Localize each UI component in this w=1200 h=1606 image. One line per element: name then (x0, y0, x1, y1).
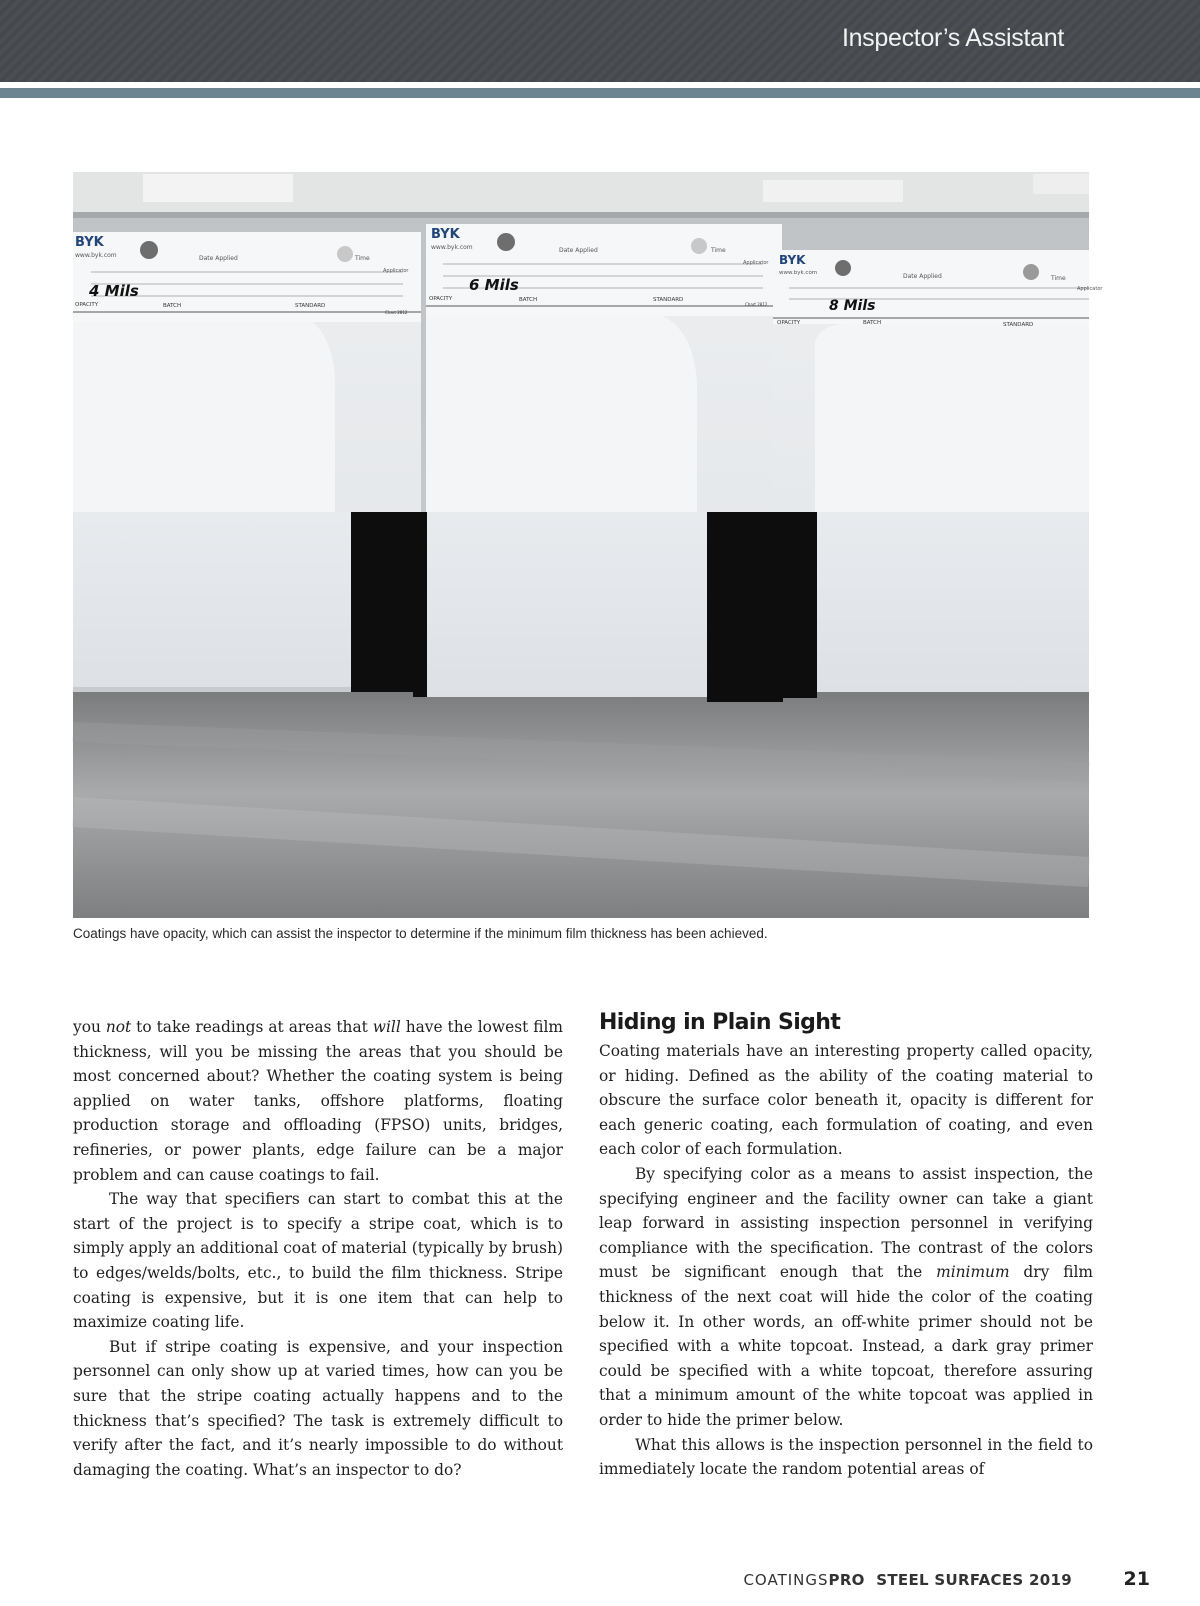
page-header (0, 0, 1200, 82)
svg-text:Time: Time (1051, 275, 1066, 282)
body-paragraph: By specifying color as a means to assist inspection, the specifying engineer and the facility owner can take a giant leap forward in assisting inspection personnel in verifying compliance with the specification. The contrast of the colors must be significant enough that the minimum dry film thickness of the next coat will hide the color of the coating below it. In other words, an off-white primer should not be specified with a white topcoat. Instead, a dark gray primer could be specified with a white topcoat, therefore assuring that a minimum amount of the white topcoat was applied in order to hide the primer below. (599, 1164, 1093, 1429)
svg-text:BYK: BYK (431, 227, 460, 242)
body-paragraph: Coating materials have an interesting property called opacity, or hiding. Defined as the ability of the coating material to obscure the surface color beneath it, opacity is different for each generic coating, each formulation of coating, and even each color of each formulation. (599, 1042, 1093, 1159)
svg-text:Date Applied: Date Applied (559, 247, 598, 254)
opacity-chart-photo (73, 172, 1103, 918)
body-paragraph: The way that specifiers can start to combat this at the start of the project is to specify a stripe coat, which is to simply apply an additional coat of material (typically by brush) to edges/welds/bolts, etc., to build the film thickness. Stripe coating is expensive, but it is one item that can help to maximize coating life. (73, 1190, 563, 1332)
svg-text:Applicator: Applicator (383, 268, 409, 274)
svg-text:STANDARD: STANDARD (1003, 322, 1034, 328)
svg-text:www.byk.com: www.byk.com (431, 244, 473, 251)
svg-text:OPACITY: OPACITY (777, 320, 801, 326)
svg-text:6 Mils: 6 Mils (469, 276, 519, 294)
svg-text:BYK: BYK (779, 253, 806, 267)
drawdown-card-4-mils (73, 232, 421, 692)
svg-text:STANDARD: STANDARD (653, 297, 684, 303)
left-column (73, 1015, 563, 1482)
svg-text:OPACITY: OPACITY (429, 296, 453, 302)
svg-text:Applicator: Applicator (743, 260, 769, 266)
svg-text:Date Applied: Date Applied (199, 255, 238, 262)
body-paragraph: What this allows is the inspection personnel in the field to immediately locate the random potential areas of (599, 1435, 1093, 1479)
drawdown-card-8-mils (773, 250, 1103, 698)
svg-text:Time: Time (711, 247, 726, 254)
svg-text:Time: Time (355, 255, 370, 262)
svg-text:www.byk.com: www.byk.com (75, 252, 117, 259)
section-title: Inspector’s Assistant (841, 24, 1064, 52)
svg-text:OPACITY: OPACITY (75, 302, 99, 308)
svg-text:BATCH: BATCH (863, 320, 882, 326)
svg-text:BATCH: BATCH (163, 303, 182, 309)
drawdown-card-6-mils (413, 224, 783, 702)
svg-text:STANDARD: STANDARD (295, 303, 326, 309)
magazine-name: COATINGSPRO STEEL SURFACES 2019 (743, 1571, 1072, 1589)
svg-text:8 Mils: 8 Mils (829, 298, 876, 314)
body-paragraph: But if stripe coating is expensive, and your inspection personnel can only show up at varied times, how can you be sure that the stripe coating actually happens and to the thickness that’s specified? The task is extremely difficult to verify after the fact, and it’s nearly impossible to do without damaging the coating. What’s an inspector to do? (73, 1337, 563, 1479)
svg-text:Applicator: Applicator (1077, 286, 1103, 292)
page-footer (0, 1567, 1200, 1593)
svg-text:BATCH: BATCH (519, 297, 538, 303)
svg-text:BYK: BYK (75, 235, 104, 250)
figure-caption: Coatings have opacity, which can assist the inspector to determine if the minimum film thickness has been achieved. (73, 926, 768, 941)
svg-text:Chart 2812: Chart 2812 (385, 310, 408, 315)
header-accent-rule (0, 88, 1200, 98)
right-column (599, 1010, 1093, 1482)
body-paragraph: you not to take readings at areas that will have the lowest film thickness, will you be missing the areas that you should be most concerned about? Whether the coating system is being applied on water tanks, offshore platforms, floating production storage and offloading (FPSO) units, bridges, refineries, or power plants, edge failure can be a major problem and can cause coatings to fail. (73, 1018, 564, 1184)
svg-text:4 Mils: 4 Mils (89, 282, 139, 300)
page-number: 21 (1123, 1568, 1150, 1590)
section-heading: Hiding in Plain Sight (599, 1010, 841, 1035)
svg-text:www.byk.com: www.byk.com (779, 270, 818, 276)
svg-text:Chart 2812: Chart 2812 (745, 302, 768, 307)
svg-text:Date Applied: Date Applied (903, 273, 942, 280)
